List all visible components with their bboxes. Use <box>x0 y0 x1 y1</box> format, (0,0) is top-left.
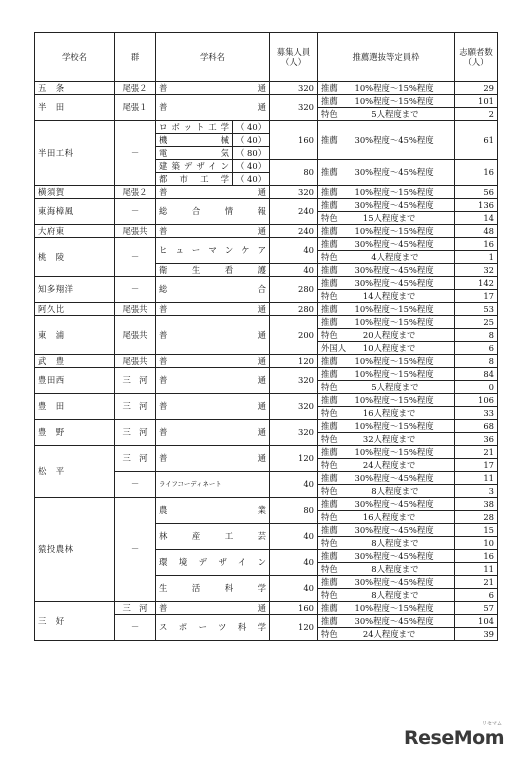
quota-value: 160 <box>270 602 318 615</box>
recommendation-quota: 推薦 30%程度～45%程度 <box>318 160 455 186</box>
applicant-count: 17 <box>455 459 498 472</box>
school-group: － <box>115 121 156 186</box>
recommendation-quota: 特色 5人程度まで <box>318 108 455 121</box>
recommendation-quota: 特色 8人程度まで <box>318 537 455 550</box>
applicant-count: 101 <box>455 95 498 108</box>
recommendation-quota: 特色 14人程度まで <box>318 290 455 303</box>
table-row <box>35 277 498 290</box>
recommendation-quota: 特色 15人程度まで <box>318 212 455 225</box>
header-quota: 募集人員 （人） <box>270 33 318 82</box>
table-row <box>35 186 498 199</box>
quota-value: 280 <box>270 277 318 303</box>
application-table <box>34 32 498 641</box>
applicant-count: 16 <box>455 160 498 186</box>
quota-value: 40 <box>270 264 318 277</box>
table-row <box>35 394 498 407</box>
recommendation-quota: 推薦 10%程度～15%程度 <box>318 303 455 316</box>
table-row <box>35 368 498 381</box>
recommendation-quota: 特色 8人程度まで <box>318 485 455 498</box>
recommendation-quota: 推薦 10%程度～15%程度 <box>318 368 455 381</box>
school-group: 尾張共 <box>115 316 156 355</box>
department-name: 普 通 <box>156 420 270 446</box>
recommendation-quota: 推薦 30%程度～45%程度 <box>318 498 455 511</box>
quota-value: 40 <box>270 576 318 602</box>
recommendation-quota: 推薦 10%程度～15%程度 <box>318 316 455 329</box>
applicant-count: 57 <box>455 602 498 615</box>
applicant-count: 0 <box>455 381 498 394</box>
applicant-count: 84 <box>455 368 498 381</box>
school-group: 三 河 <box>115 446 156 472</box>
department-name: スポーツ科学 <box>156 615 270 641</box>
school-name: 東 浦 <box>35 316 115 355</box>
department-name: 普 通 <box>156 355 270 368</box>
table-row <box>35 420 498 433</box>
department-name: 生 活 科 学 <box>156 576 270 602</box>
recommendation-quota: 特色 5人程度まで <box>318 381 455 394</box>
table-row <box>35 225 498 238</box>
recommendation-quota: 推薦 30%程度～45%程度 <box>318 472 455 485</box>
applicant-count: 16 <box>455 238 498 251</box>
applicant-count: 29 <box>455 82 498 95</box>
school-name: 豊田西 <box>35 368 115 394</box>
school-group: － <box>115 472 156 498</box>
school-group: 三 河 <box>115 394 156 420</box>
table-row <box>35 121 498 134</box>
applicant-count: 10 <box>455 537 498 550</box>
school-name: 桃 陵 <box>35 238 115 277</box>
applicant-count: 8 <box>455 355 498 368</box>
table-row <box>35 238 498 251</box>
applicant-count: 11 <box>455 563 498 576</box>
applicant-count: 15 <box>455 524 498 537</box>
applicant-count: 21 <box>455 446 498 459</box>
quota-value: 240 <box>270 199 318 225</box>
recommendation-quota: 特色 8人程度まで <box>318 563 455 576</box>
department-capacity: （ 40） <box>233 121 270 134</box>
recommendation-quota: 推薦 30%程度～45%程度 <box>318 277 455 290</box>
recommendation-quota: 推薦 30%程度～45%程度 <box>318 264 455 277</box>
applicant-count: 6 <box>455 342 498 355</box>
applicant-count: 14 <box>455 212 498 225</box>
recommendation-quota: 特色 24人程度まで <box>318 459 455 472</box>
school-name: 阿久比 <box>35 303 115 316</box>
department-name: 総 合 <box>156 277 270 303</box>
recommendation-quota: 推薦 30%程度～45%程度 <box>318 576 455 589</box>
department-name: 農 業 <box>156 498 270 524</box>
recommendation-quota: 推薦 30%程度～45%程度 <box>318 238 455 251</box>
table-row <box>35 602 498 615</box>
school-group: － <box>115 615 156 641</box>
applicant-count: 16 <box>455 550 498 563</box>
quota-value: 80 <box>270 498 318 524</box>
school-group: 尾張共 <box>115 303 156 316</box>
department-name: 普 通 <box>156 95 270 121</box>
table-row <box>35 199 498 212</box>
applicant-count: 61 <box>455 121 498 160</box>
header-applicants: 志願者数 （人） <box>455 33 498 82</box>
department-name: 衛 生 看 護 <box>156 264 270 277</box>
recommendation-quota: 推薦 10%程度～15%程度 <box>318 225 455 238</box>
applicant-count: 38 <box>455 498 498 511</box>
school-group: 尾張２ <box>115 186 156 199</box>
department-name: 総 合 情 報 <box>156 199 270 225</box>
department-name: 普 通 <box>156 186 270 199</box>
table-row <box>35 355 498 368</box>
quota-value: 40 <box>270 524 318 550</box>
applicant-count: 21 <box>455 576 498 589</box>
header-group: 群 <box>115 33 156 82</box>
department-name: 普 通 <box>156 316 270 355</box>
school-group: 三 河 <box>115 368 156 394</box>
department-name: 普 通 <box>156 394 270 420</box>
quota-value: 120 <box>270 615 318 641</box>
recommendation-quota: 推薦 10%程度～15%程度 <box>318 95 455 108</box>
school-name: 半田工科 <box>35 121 115 186</box>
recommendation-quota: 推薦 10%程度～15%程度 <box>318 394 455 407</box>
school-name: 豊 田 <box>35 394 115 420</box>
department-capacity: （ 40） <box>233 173 270 186</box>
school-name: 大府東 <box>35 225 115 238</box>
applicant-count: 48 <box>455 225 498 238</box>
recommendation-quota: 特色 32人程度まで <box>318 433 455 446</box>
applicant-count: 28 <box>455 511 498 524</box>
recommendation-quota: 特色 24人程度まで <box>318 628 455 641</box>
applicant-count: 136 <box>455 199 498 212</box>
quota-value: 120 <box>270 355 318 368</box>
department-name: 普 通 <box>156 225 270 238</box>
header-row <box>35 33 498 82</box>
recommendation-quota: 推薦 10%程度～15%程度 <box>318 355 455 368</box>
school-name: 東海樟風 <box>35 199 115 225</box>
school-name: 半 田 <box>35 95 115 121</box>
school-group: － <box>115 498 156 602</box>
school-name: 豊 野 <box>35 420 115 446</box>
applicant-count: 17 <box>455 290 498 303</box>
quota-value: 160 <box>270 121 318 160</box>
quota-value: 280 <box>270 303 318 316</box>
applicant-count: 36 <box>455 433 498 446</box>
department-capacity: （ 80） <box>233 147 270 160</box>
school-group: 尾張共 <box>115 225 156 238</box>
recommendation-quota: 外国人 10人程度まで <box>318 342 455 355</box>
department-name: 機 械 <box>156 134 233 147</box>
table-row <box>35 303 498 316</box>
applicant-count: 1 <box>455 251 498 264</box>
school-group: － <box>115 238 156 277</box>
table-row <box>35 82 498 95</box>
recommendation-quota: 推薦 10%程度～15%程度 <box>318 602 455 615</box>
applicant-count: 32 <box>455 264 498 277</box>
applicant-count: 2 <box>455 108 498 121</box>
resemom-logo: リセマム ReseMom <box>404 721 504 749</box>
recommendation-quota: 推薦 30%程度～45%程度 <box>318 121 455 160</box>
applicant-count: 53 <box>455 303 498 316</box>
school-name: 猿投農林 <box>35 498 115 602</box>
department-name: 環境デザイン <box>156 550 270 576</box>
department-name: ロボット工学 <box>156 121 233 134</box>
recommendation-quota: 特色 20人程度まで <box>318 329 455 342</box>
quota-value: 80 <box>270 160 318 186</box>
header-department: 学科名 <box>156 33 270 82</box>
header-school: 学校名 <box>35 33 115 82</box>
recommendation-quota: 推薦 10%程度～15%程度 <box>318 186 455 199</box>
applicant-count: 104 <box>455 615 498 628</box>
applicant-count: 33 <box>455 407 498 420</box>
school-name: 三 好 <box>35 602 115 641</box>
quota-value: 120 <box>270 446 318 472</box>
department-name: 建築デザイン <box>156 160 233 173</box>
quota-value: 40 <box>270 238 318 264</box>
table-row <box>35 316 498 329</box>
department-name: 普 通 <box>156 446 270 472</box>
applicant-count: 11 <box>455 472 498 485</box>
table-row <box>35 446 498 459</box>
recommendation-quota: 推薦 30%程度～45%程度 <box>318 199 455 212</box>
recommendation-quota: 特色 16人程度まで <box>318 407 455 420</box>
applicant-count: 3 <box>455 485 498 498</box>
department-name: ライフコーディネート <box>156 472 270 498</box>
department-name: 普 通 <box>156 82 270 95</box>
quota-value: 40 <box>270 550 318 576</box>
department-capacity: （ 40） <box>233 134 270 147</box>
quota-value: 240 <box>270 225 318 238</box>
school-group: 尾張共 <box>115 355 156 368</box>
recommendation-quota: 推薦 30%程度～45%程度 <box>318 615 455 628</box>
table-row <box>35 498 498 511</box>
school-group: 尾張１ <box>115 95 156 121</box>
school-name: 五 条 <box>35 82 115 95</box>
header-recommendation: 推薦選抜等定員枠 <box>318 33 455 82</box>
school-name: 横須賀 <box>35 186 115 199</box>
department-name: 林 産 工 芸 <box>156 524 270 550</box>
recommendation-quota: 推薦 10%程度～15%程度 <box>318 420 455 433</box>
department-name: 普 通 <box>156 368 270 394</box>
school-name: 知多翔洋 <box>35 277 115 303</box>
quota-value: 320 <box>270 95 318 121</box>
applicant-count: 142 <box>455 277 498 290</box>
table-row <box>35 95 498 108</box>
school-name: 松 平 <box>35 446 115 498</box>
department-name: 普 通 <box>156 602 270 615</box>
recommendation-quota: 特色 16人程度まで <box>318 511 455 524</box>
department-name: 普 通 <box>156 303 270 316</box>
quota-value: 200 <box>270 316 318 355</box>
school-group: 三 河 <box>115 602 156 615</box>
applicant-count: 8 <box>455 329 498 342</box>
applicant-count: 106 <box>455 394 498 407</box>
quota-value: 320 <box>270 368 318 394</box>
applicant-count: 68 <box>455 420 498 433</box>
school-group: 三 河 <box>115 420 156 446</box>
school-name: 武 豊 <box>35 355 115 368</box>
quota-value: 40 <box>270 472 318 498</box>
department-name: ヒューマンケア <box>156 238 270 264</box>
recommendation-quota: 特色 8人程度まで <box>318 589 455 602</box>
applicant-count: 6 <box>455 589 498 602</box>
recommendation-quota: 特色 4人程度まで <box>318 251 455 264</box>
applicant-count: 25 <box>455 316 498 329</box>
recommendation-quota: 推薦 10%程度～15%程度 <box>318 82 455 95</box>
department-capacity: （ 40） <box>233 160 270 173</box>
recommendation-quota: 推薦 30%程度～45%程度 <box>318 524 455 537</box>
quota-value: 320 <box>270 186 318 199</box>
school-group: 尾張２ <box>115 82 156 95</box>
recommendation-quota: 推薦 10%程度～15%程度 <box>318 446 455 459</box>
applicant-count: 56 <box>455 186 498 199</box>
applicant-count: 39 <box>455 628 498 641</box>
school-group: － <box>115 199 156 225</box>
quota-value: 320 <box>270 82 318 95</box>
recommendation-quota: 推薦 30%程度～45%程度 <box>318 550 455 563</box>
quota-value: 320 <box>270 420 318 446</box>
school-group: － <box>115 277 156 303</box>
department-name: 電 気 <box>156 147 233 160</box>
department-name: 都 市 工 学 <box>156 173 233 186</box>
quota-value: 320 <box>270 394 318 420</box>
